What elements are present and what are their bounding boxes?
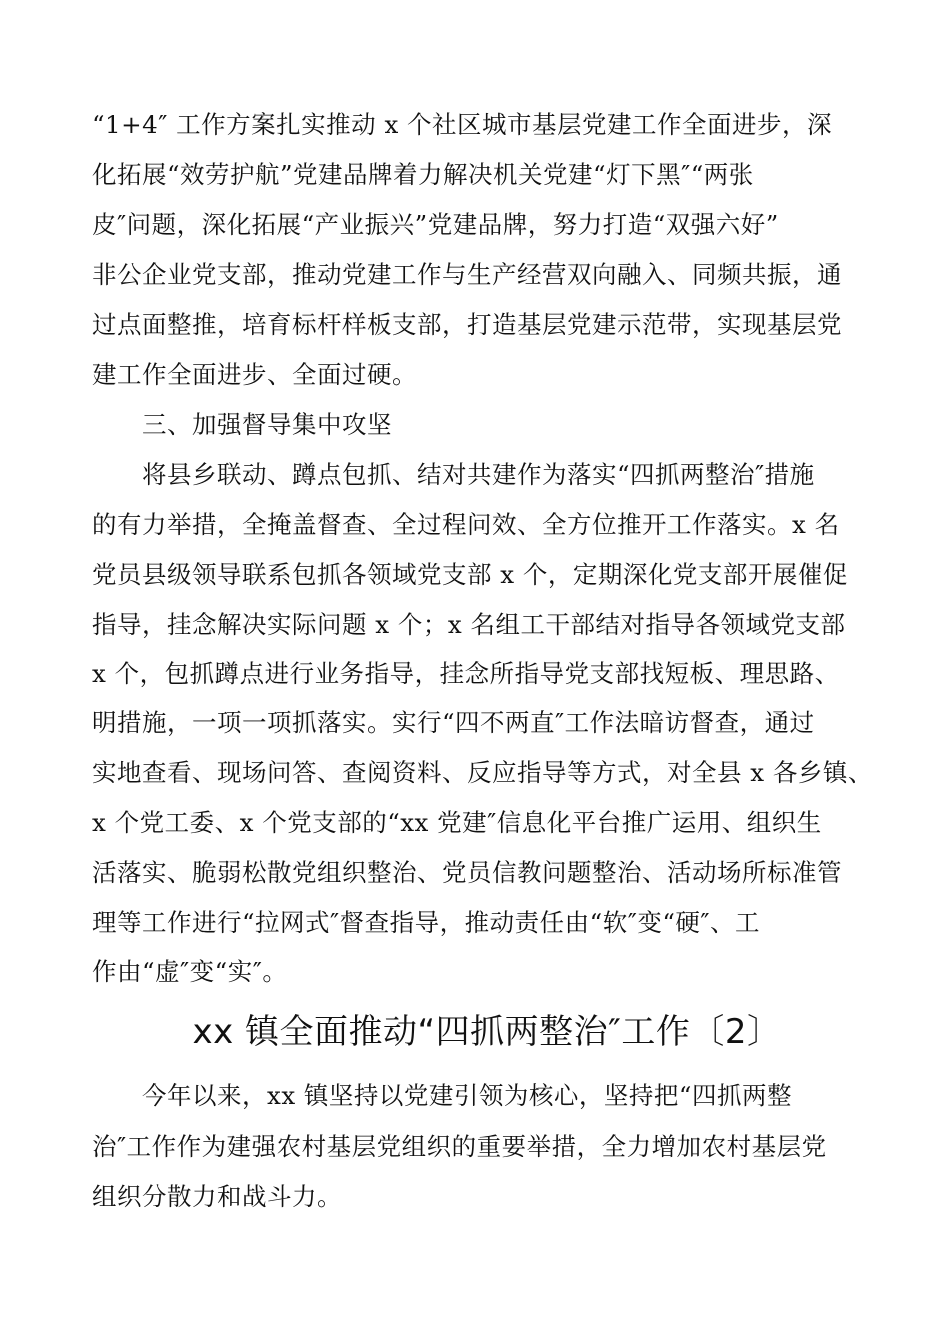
paragraph-line: 明措施，一项一项抓落实。实行“四不两直″工作法暗访督查，通过 — [92, 708, 815, 737]
paragraph-line: 实地查看、现场问答、查阅资料、反应指导等方式，对全县 x 各乡镇、 — [92, 758, 873, 787]
paragraph-line: x 个党工委、x 个党支部的“xx 党建″信息化平台推广运用、组织生 — [92, 808, 822, 837]
paragraph-line: 作由“虚″变“实″。 — [92, 957, 288, 986]
paragraph-line: 皮″问题，深化拓展“产业振兴”党建品牌，努力打造“双强六好” — [92, 210, 779, 239]
paragraph-line: x 个，包抓蹲点进行业务指导，挂念所指导党支部找短板、理思路、 — [92, 659, 840, 688]
paragraph-line: 非公企业党支部，推动党建工作与生产经营双向融入、同频共振，通 — [92, 260, 842, 289]
paragraph-line: “1+4″ 工作方案扎实推动 x 个社区城市基层党建工作全面进步，深 — [92, 110, 833, 139]
paragraph-line: 指导，挂念解决实际问题 x 个；x 名组工干部结对指导各领域党支部 — [92, 610, 846, 639]
paragraph-line: 治″工作作为建强农村基层党组织的重要举措，全力增加农村基层党 — [92, 1132, 827, 1161]
paragraph-line: 化拓展“效劳护航”党建品牌着力解决机关党建“灯下黑″“两张 — [92, 160, 754, 189]
paragraph-line: 活落实、脆弱松散党组织整治、党员信教问题整治、活动场所标准管 — [92, 858, 842, 887]
paragraph-line: 的有力举措，全掩盖督查、全过程问效、全方位推开工作落实。x 名 — [92, 510, 840, 539]
article-title: xx 镇全面推动“四抓两整治″工作〔2〕 — [192, 1012, 782, 1052]
paragraph-line: 过点面整推，培育标杆样板支部，打造基层党建示范带，实现基层党 — [92, 310, 842, 339]
paragraph-line: 党员县级领导联系包抓各领域党支部 x 个，定期深化党支部开展催促 — [92, 560, 848, 589]
paragraph-line: 将县乡联动、蹲点包抓、结对共建作为落实“四抓两整治″措施 — [142, 460, 815, 489]
paragraph-line: 今年以来，xx 镇坚持以党建引领为核心，坚持把“四抓两整 — [142, 1081, 792, 1110]
paragraph-line: 建工作全面进步、全面过硬。 — [92, 360, 417, 389]
section-heading: 三、加强督导集中攻坚 — [142, 410, 392, 439]
paragraph-line: 组织分散力和战斗力。 — [92, 1182, 342, 1211]
paragraph-line: 理等工作进行“拉网式″督查指导，推动责任由“软″变“硬″、工 — [92, 908, 761, 937]
